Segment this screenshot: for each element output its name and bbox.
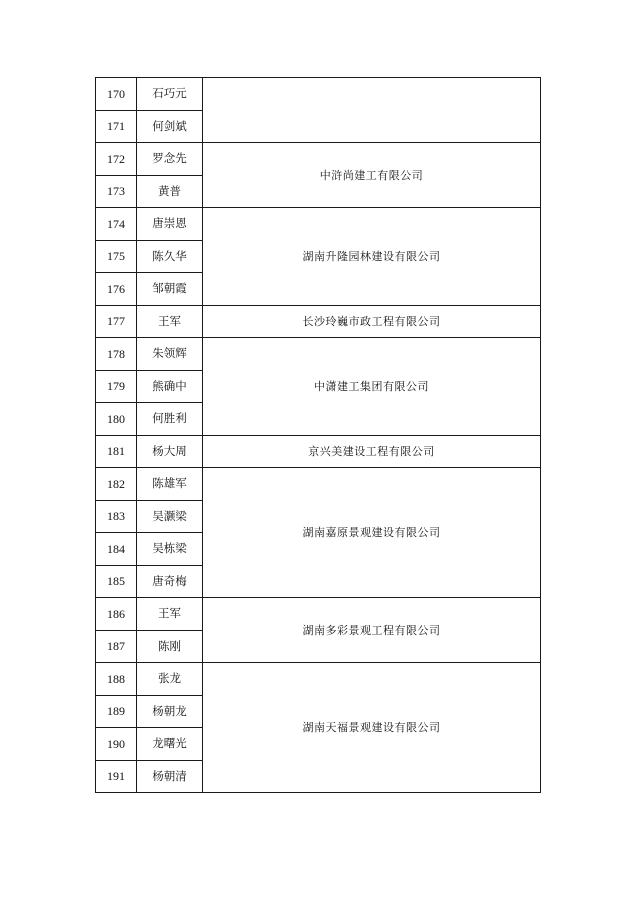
row-number: 180	[96, 403, 137, 436]
person-name: 黄普	[137, 175, 203, 208]
row-number: 170	[96, 78, 137, 111]
row-number: 190	[96, 728, 137, 761]
row-number: 177	[96, 305, 137, 338]
company-name: 湖南多彩景观工程有限公司	[203, 598, 541, 663]
row-number: 172	[96, 143, 137, 176]
person-name: 朱领辉	[137, 338, 203, 371]
row-number: 181	[96, 435, 137, 468]
table-row	[96, 468, 541, 501]
person-name: 吴灏梁	[137, 500, 203, 533]
person-name: 何胜利	[137, 403, 203, 436]
company-name	[203, 78, 541, 143]
person-name: 罗念先	[137, 143, 203, 176]
person-name: 唐崇恩	[137, 208, 203, 241]
row-number: 175	[96, 240, 137, 273]
row-number: 173	[96, 175, 137, 208]
person-name: 陈雄军	[137, 468, 203, 501]
row-number: 186	[96, 598, 137, 631]
person-name: 杨大周	[137, 435, 203, 468]
row-number: 187	[96, 630, 137, 663]
person-name: 杨朝清	[137, 760, 203, 793]
row-number: 174	[96, 208, 137, 241]
table-row	[96, 598, 541, 631]
person-name: 杨朝龙	[137, 695, 203, 728]
company-name: 长沙玲巍市政工程有限公司	[203, 305, 541, 338]
person-name: 邹朝霞	[137, 273, 203, 306]
company-name: 中潇建工集团有限公司	[203, 338, 541, 436]
company-name: 湖南天福景观建设有限公司	[203, 663, 541, 793]
table-row	[96, 143, 541, 176]
table-row	[96, 435, 541, 468]
person-name: 石巧元	[137, 78, 203, 111]
person-name: 龙曙光	[137, 728, 203, 761]
person-name: 张龙	[137, 663, 203, 696]
company-name: 京兴美建设工程有限公司	[203, 435, 541, 468]
company-name: 中浒尚建工有限公司	[203, 143, 541, 208]
row-number: 184	[96, 533, 137, 566]
person-name: 陈刚	[137, 630, 203, 663]
row-number: 188	[96, 663, 137, 696]
row-number: 185	[96, 565, 137, 598]
row-number: 176	[96, 273, 137, 306]
person-name: 唐奇梅	[137, 565, 203, 598]
table-row	[96, 78, 541, 111]
table-row	[96, 305, 541, 338]
row-number: 171	[96, 110, 137, 143]
company-name: 湖南升隆园林建设有限公司	[203, 208, 541, 306]
row-number: 182	[96, 468, 137, 501]
row-number: 179	[96, 370, 137, 403]
person-name: 王军	[137, 598, 203, 631]
person-name: 吴栋梁	[137, 533, 203, 566]
table-row	[96, 338, 541, 371]
person-name: 陈久华	[137, 240, 203, 273]
company-name: 湖南嘉原景观建设有限公司	[203, 468, 541, 598]
row-number: 191	[96, 760, 137, 793]
row-number: 189	[96, 695, 137, 728]
person-name: 熊确中	[137, 370, 203, 403]
roster-table	[95, 77, 541, 793]
person-name: 何剑斌	[137, 110, 203, 143]
row-number: 183	[96, 500, 137, 533]
person-name: 王军	[137, 305, 203, 338]
table-row	[96, 663, 541, 696]
table-row	[96, 208, 541, 241]
row-number: 178	[96, 338, 137, 371]
